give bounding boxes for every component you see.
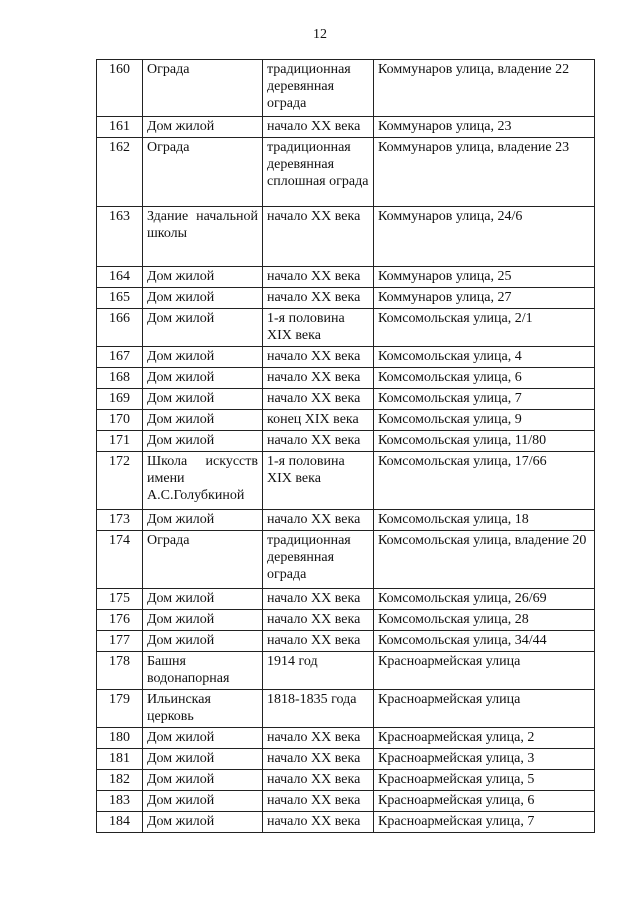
row-number-cell: 175	[97, 589, 143, 610]
object-address-cell: Красноармейская улица	[374, 690, 595, 728]
row-number-cell: 183	[97, 791, 143, 812]
object-address-cell: Коммунаров улица, владение 23	[374, 138, 595, 207]
row-number-cell: 166	[97, 309, 143, 347]
object-address-cell: Комсомольская улица, 17/66	[374, 452, 595, 510]
object-name-cell: Дом жилой	[143, 389, 263, 410]
object-date-cell: начало XX века	[263, 631, 374, 652]
object-address-cell: Красноармейская улица, 3	[374, 749, 595, 770]
row-number-cell: 167	[97, 347, 143, 368]
table-row	[97, 452, 595, 510]
table-row	[97, 531, 595, 589]
object-date-cell: начало XX века	[263, 431, 374, 452]
object-address-cell: Коммунаров улица, 25	[374, 267, 595, 288]
object-date-cell: 1-я половина XIX века	[263, 309, 374, 347]
table-row	[97, 431, 595, 452]
object-name-cell: Дом жилой	[143, 631, 263, 652]
table-row	[97, 267, 595, 288]
object-name-cell: Дом жилой	[143, 770, 263, 791]
row-number-cell: 181	[97, 749, 143, 770]
row-number-cell: 161	[97, 117, 143, 138]
object-address-cell: Коммунаров улица, 23	[374, 117, 595, 138]
table-row	[97, 589, 595, 610]
object-address-cell: Красноармейская улица, 6	[374, 791, 595, 812]
object-date-cell: традиционная деревянная сплошная ограда	[263, 138, 374, 207]
table-row	[97, 749, 595, 770]
object-name-cell: Дом жилой	[143, 791, 263, 812]
object-date-cell: начало XX века	[263, 389, 374, 410]
object-name-cell: Дом жилой	[143, 347, 263, 368]
object-address-cell: Комсомольская улица, 9	[374, 410, 595, 431]
table-row	[97, 207, 595, 267]
object-address-cell: Красноармейская улица, 2	[374, 728, 595, 749]
object-name-cell: Дом жилой	[143, 589, 263, 610]
object-name-cell: Здание начальной школы	[143, 207, 263, 267]
row-number-cell: 160	[97, 60, 143, 117]
object-address-cell: Комсомольская улица, владение 20	[374, 531, 595, 589]
object-address-cell: Коммунаров улица, владение 22	[374, 60, 595, 117]
row-number-cell: 163	[97, 207, 143, 267]
table-row	[97, 610, 595, 631]
object-date-cell: начало XX века	[263, 770, 374, 791]
row-number-cell: 177	[97, 631, 143, 652]
heritage-objects-table	[96, 59, 595, 833]
table-row	[97, 389, 595, 410]
object-name-cell: Ограда	[143, 531, 263, 589]
table-row	[97, 791, 595, 812]
table-row	[97, 690, 595, 728]
object-name-cell: Дом жилой	[143, 749, 263, 770]
object-address-cell: Красноармейская улица	[374, 652, 595, 690]
row-number-cell: 172	[97, 452, 143, 510]
row-number-cell: 180	[97, 728, 143, 749]
table-row	[97, 652, 595, 690]
object-date-cell: традиционная деревянная ограда	[263, 531, 374, 589]
table-row	[97, 60, 595, 117]
object-address-cell: Комсомольская улица, 7	[374, 389, 595, 410]
object-address-cell: Комсомольская улица, 18	[374, 510, 595, 531]
object-date-cell: начало XX века	[263, 117, 374, 138]
row-number-cell: 165	[97, 288, 143, 309]
object-name-cell: Дом жилой	[143, 410, 263, 431]
row-number-cell: 176	[97, 610, 143, 631]
object-address-cell: Коммунаров улица, 27	[374, 288, 595, 309]
table-row	[97, 288, 595, 309]
object-name-cell: Дом жилой	[143, 288, 263, 309]
object-date-cell: начало XX века	[263, 610, 374, 631]
table-row	[97, 117, 595, 138]
object-address-cell: Красноармейская улица, 5	[374, 770, 595, 791]
object-date-cell: начало XX века	[263, 728, 374, 749]
row-number-cell: 184	[97, 812, 143, 833]
object-name-cell: Башня водонапорная	[143, 652, 263, 690]
object-address-cell: Коммунаров улица, 24/6	[374, 207, 595, 267]
object-date-cell: начало XX века	[263, 288, 374, 309]
object-date-cell: начало XX века	[263, 368, 374, 389]
table-row	[97, 410, 595, 431]
table-row	[97, 368, 595, 389]
object-name-cell: Школа искусств имени А.С.Голубкиной	[143, 452, 263, 510]
row-number-cell: 170	[97, 410, 143, 431]
object-address-cell: Комсомольская улица, 26/69	[374, 589, 595, 610]
object-name-cell: Дом жилой	[143, 267, 263, 288]
table-row	[97, 770, 595, 791]
object-date-cell: начало XX века	[263, 267, 374, 288]
object-date-cell: 1914 год	[263, 652, 374, 690]
object-address-cell: Красноармейская улица, 7	[374, 812, 595, 833]
table-row	[97, 812, 595, 833]
object-name-cell: Дом жилой	[143, 812, 263, 833]
object-date-cell: начало XX века	[263, 749, 374, 770]
table-row	[97, 728, 595, 749]
object-address-cell: Комсомольская улица, 11/80	[374, 431, 595, 452]
object-name-cell: Дом жилой	[143, 368, 263, 389]
object-date-cell: начало XX века	[263, 347, 374, 368]
object-date-cell: начало XX века	[263, 510, 374, 531]
object-address-cell: Комсомольская улица, 34/44	[374, 631, 595, 652]
object-date-cell: начало XX века	[263, 207, 374, 267]
object-name-cell: Дом жилой	[143, 309, 263, 347]
object-name-cell: Дом жилой	[143, 510, 263, 531]
object-date-cell: 1818-1835 года	[263, 690, 374, 728]
object-date-cell: начало XX века	[263, 812, 374, 833]
object-name-cell: Ограда	[143, 138, 263, 207]
row-number-cell: 173	[97, 510, 143, 531]
row-number-cell: 169	[97, 389, 143, 410]
table-row	[97, 347, 595, 368]
table-row	[97, 631, 595, 652]
row-number-cell: 164	[97, 267, 143, 288]
object-address-cell: Комсомольская улица, 6	[374, 368, 595, 389]
object-name-cell: Дом жилой	[143, 431, 263, 452]
object-date-cell: конец XIX века	[263, 410, 374, 431]
row-number-cell: 179	[97, 690, 143, 728]
row-number-cell: 182	[97, 770, 143, 791]
object-address-cell: Комсомольская улица, 4	[374, 347, 595, 368]
object-date-cell: начало XX века	[263, 791, 374, 812]
object-address-cell: Комсомольская улица, 2/1	[374, 309, 595, 347]
page-number: 12	[313, 27, 327, 42]
object-name-cell: Ограда	[143, 60, 263, 117]
object-date-cell: традиционная деревянная ограда	[263, 60, 374, 117]
object-name-cell: Дом жилой	[143, 610, 263, 631]
table-row	[97, 138, 595, 207]
row-number-cell: 168	[97, 368, 143, 389]
table-body	[97, 60, 595, 833]
object-date-cell: начало XX века	[263, 589, 374, 610]
table-row	[97, 510, 595, 531]
object-name-cell: Ильинская церковь	[143, 690, 263, 728]
object-date-cell: 1-я половина XIX века	[263, 452, 374, 510]
object-name-cell: Дом жилой	[143, 117, 263, 138]
table-row	[97, 309, 595, 347]
row-number-cell: 171	[97, 431, 143, 452]
object-address-cell: Комсомольская улица, 28	[374, 610, 595, 631]
row-number-cell: 174	[97, 531, 143, 589]
row-number-cell: 162	[97, 138, 143, 207]
object-name-cell: Дом жилой	[143, 728, 263, 749]
row-number-cell: 178	[97, 652, 143, 690]
